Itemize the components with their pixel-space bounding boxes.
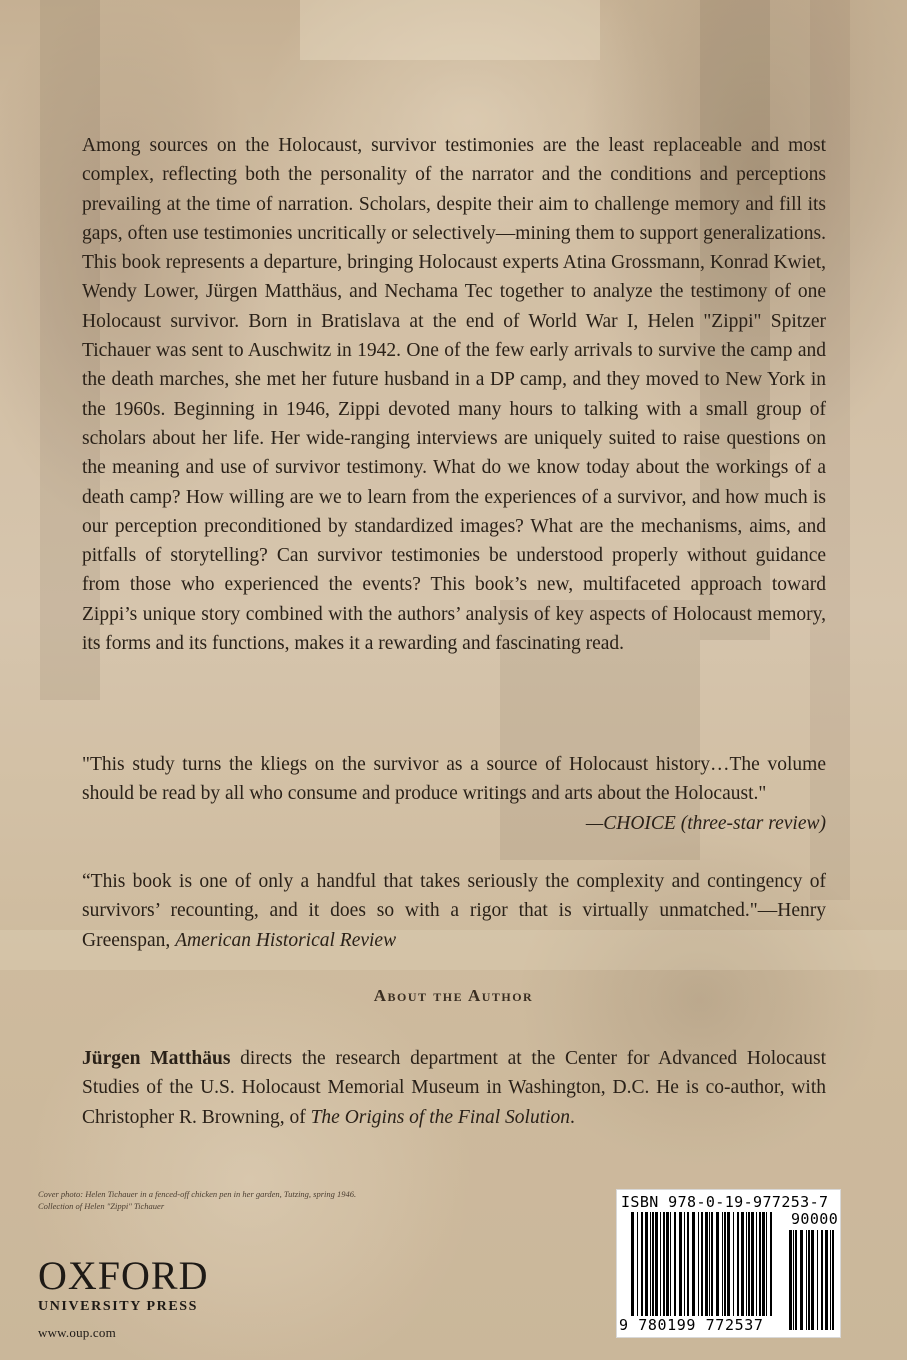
publisher-subtitle: UNIVERSITY PRESS bbox=[38, 1299, 199, 1314]
barcode-bar bbox=[756, 1212, 757, 1316]
barcode-bar bbox=[687, 1212, 689, 1316]
photo-credit-line1: Cover photo: Helen Tichauer in a fenced-off chicken pen in her garden, Tutzing, spring 1946. bbox=[38, 1189, 357, 1199]
barcode-bar bbox=[817, 1230, 818, 1330]
barcode-bar bbox=[793, 1230, 794, 1330]
barcode-bar bbox=[795, 1230, 797, 1330]
isbn-barcode bbox=[616, 1189, 841, 1338]
barcode-bar bbox=[701, 1212, 703, 1316]
barcode-bar bbox=[670, 1212, 671, 1316]
barcode-bar bbox=[711, 1212, 713, 1316]
review-journal: American Historical Review bbox=[175, 929, 397, 951]
barcode-bar bbox=[832, 1230, 834, 1330]
barcode-bar bbox=[741, 1212, 744, 1316]
barcode-bar bbox=[759, 1212, 761, 1316]
price-code: 90000 bbox=[791, 1210, 839, 1228]
barcode-bar bbox=[830, 1230, 831, 1330]
barcode-bar bbox=[709, 1212, 710, 1316]
barcode-bar bbox=[800, 1230, 803, 1330]
publisher-name: OXFORD bbox=[38, 1253, 209, 1298]
review-choice bbox=[82, 750, 826, 838]
review-quote: “This book is one of only a handful that takes seriously the complexity and contingency of survivors’ recounting, and it does so with a rigor that is virtually unmatched."—Henry Greenspan, bbox=[82, 871, 826, 951]
barcode-bar bbox=[762, 1212, 765, 1316]
barcode-bar bbox=[674, 1212, 676, 1316]
barcode-bar bbox=[789, 1230, 792, 1330]
barcode-bar bbox=[716, 1212, 719, 1316]
barcode-bar bbox=[722, 1212, 723, 1316]
barcode-bar bbox=[660, 1212, 661, 1316]
barcode-bar bbox=[692, 1212, 695, 1316]
barcode-bar bbox=[652, 1212, 654, 1316]
author-bio bbox=[82, 1044, 826, 1132]
isbn-label: ISBN 978-0-19-977253-7 bbox=[621, 1193, 829, 1211]
barcode-bar bbox=[631, 1212, 634, 1316]
review-attribution: —CHOICE (three-star review) bbox=[585, 812, 826, 834]
barcode-bar bbox=[746, 1212, 747, 1316]
barcode-bar bbox=[645, 1212, 648, 1316]
barcode-bar bbox=[825, 1230, 828, 1330]
barcode-bar bbox=[684, 1212, 685, 1316]
barcode-bar bbox=[663, 1212, 665, 1316]
barcode-bar bbox=[641, 1212, 643, 1316]
photo-credit bbox=[38, 1188, 418, 1212]
about-author-heading: About the Author bbox=[373, 986, 534, 1005]
barcode-bar bbox=[666, 1212, 669, 1316]
book-blurb: Among sources on the Holocaust, survivor testimonies are the least replaceable and most complex, reflecting both the personality of the narrator and the conditions and perceptions prevailing at the time of narration. Scholars, despite their aim to challenge memory and fill its gaps, often use testimonies uncritically or selectively—mining them to support generalizations. This book represents a departure, bringing Holocaust experts Atina Grossmann, Konrad Kwiet, Wendy Lower, Jürgen Matthäus, and Nechama Tec together to analyze the testimony of one Holocaust survivor. Born in Bratislava at the end of World War I, Helen "Zippi" Spitzer Tichauer was sent to Auschwitz in 1942. One of the few early arrivals to survive the camp and the death marches, she met her future husband in a DP camp, and they moved to New York in the 1960s. Beginning in 1946, Zippi devoted many hours to talking with a small group of scholars about her life. Her wide-ranging interviews are uniquely suited to raise questions on the meaning and use of survivor testimony. What do we know today about the workings of a death camp? How willing are we to learn from the experiences of a survivor, and how much is our perception preconditioned by standardized images? What are the mechanisms, aims, and pitfalls of storytelling? Can survivor testimonies be understood properly without guidance from those who experienced the events? This book’s new, multifaceted approach toward Zippi’s unique story combined with the authors’ analysis of key aspects of Holocaust memory, its forms and its functions, makes it a rewarding and fascinating read. bbox=[82, 135, 826, 655]
publisher-url: www.oup.com bbox=[38, 1325, 116, 1340]
barcode-bar bbox=[650, 1212, 651, 1316]
review-greenspan bbox=[82, 867, 826, 955]
barcode-bar bbox=[748, 1212, 750, 1316]
barcode-bar bbox=[733, 1212, 734, 1316]
author-bio-text: directs the research department at the Center for Advanced Holocaust Studies of the U.S. Holocaust Memorial Museum in Washington, D.C. He is co-author, with Christopher R. Browning, of bbox=[82, 1048, 827, 1128]
barcode-bar bbox=[751, 1212, 754, 1316]
barcode-bar bbox=[766, 1212, 767, 1316]
author-book-title: The Origins of the Final Solution bbox=[310, 1106, 571, 1128]
barcode-bar bbox=[737, 1212, 739, 1316]
author-name: Jürgen Matthäus bbox=[82, 1048, 231, 1069]
barcode-bar bbox=[770, 1212, 772, 1316]
barcode-bar bbox=[806, 1230, 807, 1330]
ean-digits: 9 780199 772537 bbox=[619, 1316, 764, 1334]
barcode-bar bbox=[727, 1212, 730, 1316]
barcode-bar bbox=[724, 1212, 726, 1316]
publisher-logo bbox=[38, 1253, 209, 1341]
barcode-bar bbox=[811, 1230, 814, 1330]
barcode-bar bbox=[679, 1212, 682, 1316]
photo-credit-line2: Collection of Helen "Zippi" Tichauer bbox=[38, 1201, 165, 1211]
barcode-bar bbox=[808, 1230, 810, 1330]
barcode-bar bbox=[705, 1212, 708, 1316]
author-bio-end: . bbox=[570, 1106, 575, 1128]
barcode-bar bbox=[698, 1212, 699, 1316]
review-quote: "This study turns the kliegs on the survivor as a source of Holocaust history…The volume should be read by all who consume and produce writings and arts about the Holocaust." bbox=[82, 754, 826, 805]
barcode-bar bbox=[637, 1212, 638, 1316]
barcode-bar bbox=[655, 1212, 658, 1316]
barcode-bar bbox=[821, 1230, 823, 1330]
